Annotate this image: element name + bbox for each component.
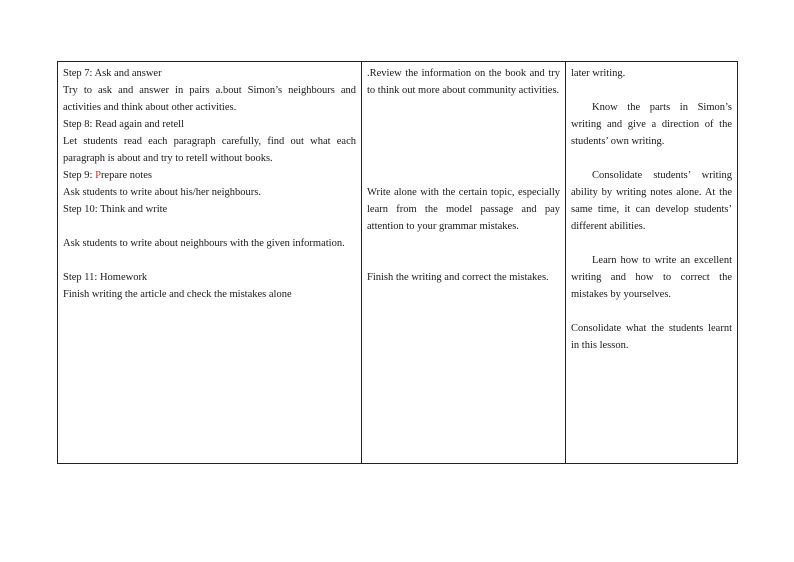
spacer [63, 252, 356, 269]
spacer [367, 150, 560, 167]
steps-column [58, 62, 362, 463]
purpose-consolidate-learnt: Consolidate what the students learnt in this lesson. [571, 323, 732, 351]
step9-title-prefix: Step 9: [63, 170, 96, 181]
purpose-know-parts: Know the parts in Simon’s writing and give a direction of the students’ own writing. [571, 102, 732, 147]
step11-title: Step 11: Homework [63, 272, 148, 283]
activity-write-alone: Write alone with the certain topic, especially learn from the model passage and pay attention to your grammar mistakes. [367, 187, 560, 232]
activity-finish: Finish the writing and correct the mistakes. [367, 272, 549, 283]
spacer [571, 82, 732, 99]
activity-review: .Review the information on the book and try to think out more about community activities. [367, 68, 560, 96]
step10-body: Ask students to write about neighbours with the given information. [63, 238, 345, 249]
spacer [63, 218, 356, 235]
lesson-plan-table [57, 61, 738, 464]
step8-title: Step 8: Read again and retell [63, 119, 185, 130]
step9-title-red-letter: P [95, 170, 101, 181]
spacer [367, 235, 560, 252]
step10-title: Step 10: Think and write [63, 204, 168, 215]
step7-body: Try to ask and answer in pairs a.bout Simon’s neighbours and activities and think about other activities. [63, 85, 356, 113]
spacer [367, 99, 560, 116]
spacer [571, 150, 732, 167]
purpose-later-writing: later writing. [571, 68, 626, 79]
step7-title: Step 7: Ask and answer [63, 68, 162, 79]
spacer [367, 252, 560, 269]
purpose-column [566, 62, 737, 463]
step9-body: Ask students to write about his/her neighbours. [63, 187, 262, 198]
step11-body: Finish writing the article and check the mistakes alone [63, 289, 292, 300]
step9-title-rest: repare notes [100, 170, 152, 181]
step9-title [63, 167, 356, 184]
spacer [367, 116, 560, 133]
spacer [367, 133, 560, 150]
activities-column [362, 62, 566, 463]
spacer [571, 303, 732, 320]
spacer [571, 235, 732, 252]
spacer [367, 167, 560, 184]
step8-body: Let students read each paragraph carefully, find out what each paragraph is about and try to retell without books. [63, 136, 356, 164]
purpose-consolidate-ability: Consolidate students’ writing ability by writing notes alone. At the same time, it can develop students’ different abilities. [571, 170, 732, 232]
purpose-learn-excellent: Learn how to write an excellent writing and how to correct the mistakes by yourselves. [571, 255, 732, 300]
